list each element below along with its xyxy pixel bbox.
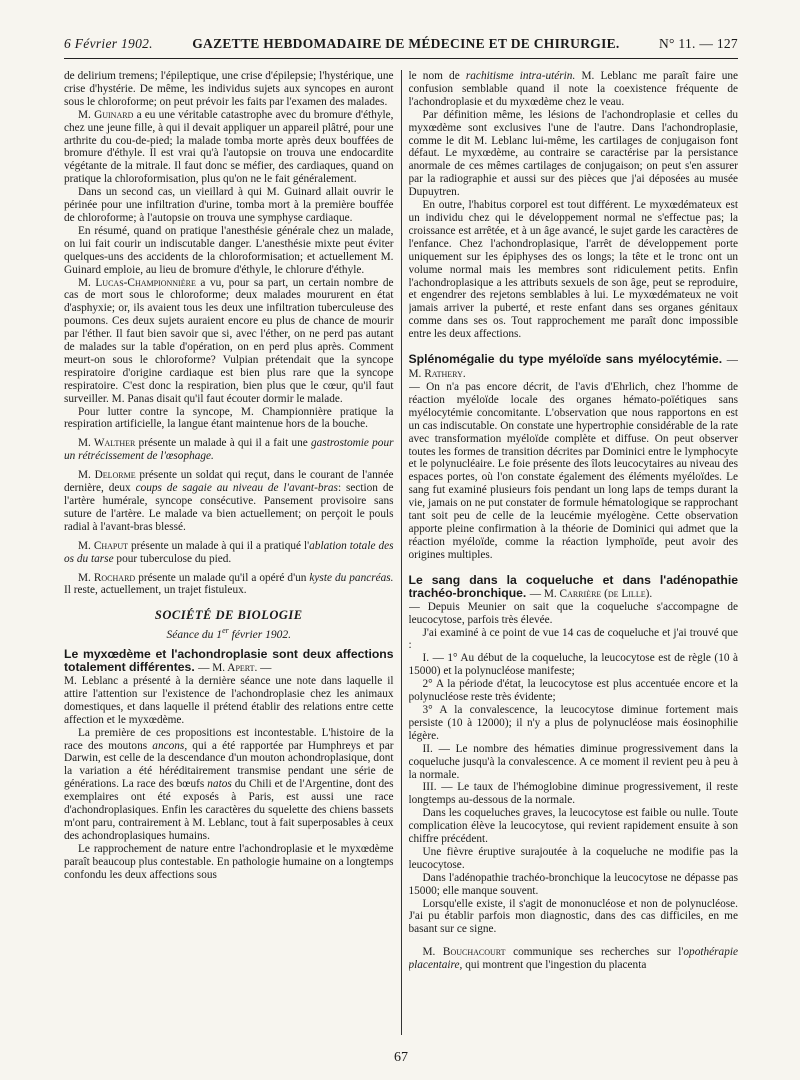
article-title xyxy=(409,353,739,381)
article-title-text: Le myxœdème et l'achondroplasie sont deux affections totalement différentes. xyxy=(64,646,394,674)
paragraph: Lorsqu'elle existe, il s'agit de mononucléose et non de polynucléose. J'ai pu établir parfois mon diagnostic, dans des cas difficiles, en me basant sur ce signe. xyxy=(408,897,738,936)
paragraph-text: présente un soldat qui reçut, dans le courant de l'année dernière, deux xyxy=(64,469,394,495)
italic-text: ancons xyxy=(152,739,185,752)
paragraph: I. — 1° Au début de la coqueluche, la leucocytose est de règle (10 à 15000) et la polynucléose manifeste; xyxy=(408,652,738,678)
session-date-text: Séance du 1 xyxy=(166,629,223,642)
paragraph xyxy=(64,572,394,598)
paragraph xyxy=(409,70,739,109)
paragraph-text: a vu, pour sa part, un certain nombre de cas de mort sous le chloroforme; deux malades moururent en état d'asphyxie; or, ils avaient tous les deux une infiltration tuberculeuse des poumons. Ces deux sujets auraient encore eu plus de chance de mourir par l'éther. Il faut bien savoir que si, avec l'éther, on ne perd pas autant de malades sur la table d'opération, on en perd plus après. Comment meurt-on sous le chloroforme? Vulpian prétendait que la syncope respiratoire d'origine cardiaque est bien plus rare que la syncope respiratoire. C'est donc la respiration, bien plus que le cœur, qu'il faut surveiller. M. Panas disait qu'il faut écouter dormir le malade. xyxy=(64,276,394,405)
paragraph: 3° A la convalescence, la leucocytose diminue fortement mais persiste (10 à 12000); il n'y a plus de polynucléose mais éosinophilie légère. xyxy=(408,703,738,742)
paragraph-text: , qui a été rapportée par Humphreys et par Darwin, est celle de la descendance d'un mouton achondroplasique, dont la variation a été héréditairement transmise pendant une série de générations. La race des bœufs xyxy=(64,739,394,791)
italic-text: opothérapie placentaire, xyxy=(408,946,738,972)
paragraph-text: qui montrent que l'ingestion du placenta xyxy=(465,959,647,972)
paragraph: Pour lutter contre la syncope, M. Championnière pratique la respiration artificielle, la langue étant maintenue hors de la bouche. xyxy=(64,405,394,431)
paragraph xyxy=(409,946,739,972)
paragraph: — Depuis Meunier on sait que la coqueluche s'accompagne de leucocytose, parfois très élevée. xyxy=(408,600,738,626)
paragraph: M. Leblanc a présenté à la dernière séance une note dans laquelle il attire l'attention sur l'existence de l'achondroplasie chez les animaux domestiques, et dans laquelle il prétend établir des relations entre cette affection et le myxœdème. xyxy=(64,674,394,726)
paragraph-text: a eu une véritable catastrophe avec du bromure d'éthyle, chez une jeune fille, à qui il devait appliquer un appareil plâtré, pour une arthrite du cou-de-pied; la malade tomba morte après deux bouffées de bromure d'éthyle. Il est vrai qu'à l'autopsie on trouva une endocardite végétante de la mitrale. Il faut donc se méfier, des cardiaques, quand on pratique la chloroformisation, plus qu'on ne le fait généralement. xyxy=(64,108,394,186)
paragraph xyxy=(64,540,394,566)
paragraph-text: : section de l'artère humérale, syncope consécutive. Pansement provisoire sans suture de l'artère. Le malade va bien actuellement; on perçoit le pouls radial à l'avant-bras blessé. xyxy=(64,482,394,533)
italic-text: natos xyxy=(207,778,232,791)
right-column xyxy=(409,70,739,1035)
two-column-body xyxy=(64,70,738,1035)
session-date xyxy=(64,625,394,642)
paragraph-text: le nom de xyxy=(408,70,460,82)
article-title-text: Le sang dans la coqueluche et dans l'adénopathie trachéo-bronchique. xyxy=(408,572,738,600)
paragraph: Par définition même, les lésions de l'achondroplasie et celles du myxœdème sont exclusives l'une de l'autre. Dans l'achondroplasie, comme le dit M. Leblanc lui-même, les cartilages de conjugaison font défaut. Le myxœdème, au contraire se caractérise par la persistance anormale de ces mêmes cartilages de conjugaison; on peut s'en assurer par la radiographie et aussi sur des pièces que j'ai déposées au musée Dupuytren. xyxy=(408,108,738,199)
paragraph xyxy=(64,109,394,186)
journal-title: GAZETTE HEBDOMADAIRE DE MÉDECINE ET DE CHIRURGIE. xyxy=(192,36,620,51)
paragraph: 2° A la période d'état, la leucocytose est plus accentuée encore et la polynucléose reste très évidente; xyxy=(408,678,738,704)
article-author: — M. Carrière (de Lille). xyxy=(529,587,653,600)
paragraph-text: communique ses recherches sur l' xyxy=(513,946,684,959)
page-number: 67 xyxy=(394,1050,408,1065)
left-column xyxy=(64,70,394,1035)
paragraph-text: Il reste, actuellement, un trajet fistuleux. xyxy=(64,584,247,597)
italic-text: rachitisme intra-utérin. xyxy=(465,70,576,82)
paragraph xyxy=(64,437,394,463)
journal-page xyxy=(64,36,738,1066)
article-title xyxy=(64,648,394,675)
paragraph: Dans les coqueluches graves, la leucocytose est faible ou nulle. Toute complication élève la leucocytose, qui revient rapidement ensuite à son chiffre précédent. xyxy=(408,807,738,846)
paragraph-text: présente un malade qu'il a opéré d'un xyxy=(138,571,307,584)
paragraph-text: présente un malade à qui il a pratiqué l' xyxy=(131,539,310,552)
session-date-text: février 1902. xyxy=(228,629,292,642)
italic-text: coups de sagaie au niveau de l'avant-bras xyxy=(135,482,338,495)
paragraph: Dans l'adénopathie trachéo-bronchique la leucocytose ne dépasse pas 15000; elle manque souvent. xyxy=(408,871,738,897)
italic-text: ablation totale des os du tarse xyxy=(64,539,394,565)
paragraph: En outre, l'habitus corporel est tout différent. Le myxœdémateux est un individu chez qui le développement normal ne s'effectue pas; la croissance est arrêtée, et à un âge avancé, le sujet garde les caractères de l'enfance. Chez l'achondroplasique, l'arrêt de développement porte uniquement sur les épiphyses des os longs; la tête et le tronc ont un volume normal mais les membres sont ridiculement petits. Enfin l'achondroplasique a les attributs sexuels de son âge, peut se reproduire, et engendrer des rejetons semblables à lui. Le myxœdémateux ne voit jamais arriver la puberté, et reste enfant dans ses organes génitaux comme dans ses os. Tout rapprochement me paraît donc impossible entre les deux affections. xyxy=(408,199,738,341)
paragraph: Dans un second cas, un vieillard à qui M. Guinard allait ouvrir le périnée pour une infiltration d'urine, tomba mort à la première bouffée de chloroforme; à l'autopsie on trouva une symphyse cardiaque. xyxy=(64,186,394,224)
paragraph: II. — Le nombre des hématies diminue progressivement dans la coqueluche jusqu'à la convalescence. A ce moment il revient peu à peu à la normale. xyxy=(408,742,738,781)
speaker-name: M. Delorme xyxy=(78,469,136,482)
paragraph: J'ai examiné à ce point de vue 14 cas de coqueluche et j'ai trouvé que : xyxy=(408,626,738,652)
paragraph xyxy=(64,277,394,406)
paragraph: — On n'a pas encore décrit, de l'avis d'Ehrlich, chez l'homme de réaction myéloïde locale des organes hémato-poïétiques sans myélocytémie concomitante. L'observation que nous rapportons en est un cas indiscutable. On constate une hypertrophie considérable de la rate avec transformation myéloïde complète et diffuse. On peut observer toutes les formes de transition décrites par Dominici entre le lymphocyte et le polynucléaire. Le foie présente des îlots leucocytaires au niveau des espaces portes, où l'on constate également des éléments myéloïdes. Le sang fut examiné plusieurs fois pendant un long laps de temps durant la vie, jamais on ne put constater de formule hématologique se rapprochant tant soit peu de celle de la leucémie myélogène. Cette observation apporte pleine confirmation à la théorie de Dominici qui admet que la réaction myéloïde, comme la réaction lymphoïde, peut avoir des origines multiples. xyxy=(408,381,738,561)
speaker-name: M. Chaput xyxy=(78,539,129,552)
article-author: — M. Rathery. xyxy=(408,354,738,381)
speaker-name: M. Guinard xyxy=(78,108,134,121)
session-date-sup: er xyxy=(222,626,229,636)
paragraph: III. — Le taux de l'hémoglobine diminue progressivement, il reste longtemps au-dessous de la normale. xyxy=(408,781,738,807)
paragraph: En résumé, quand on pratique l'anesthésie générale chez un malade, on lui fait courir un indiscutable danger. L'anesthésie mixte peut éviter quelques-uns des accidents de la chloroformisation; et actuellement M. Guinard emploie, au lieu de bromure d'éthyle, le chlorure d'éthyle. xyxy=(64,224,394,276)
article-author: — M. Apert. — xyxy=(198,661,272,674)
paragraph-text: pour tuberculose du pied. xyxy=(116,552,232,565)
column-rule xyxy=(401,70,402,1035)
speaker-name: M. Bouchacourt xyxy=(422,946,506,959)
article-title xyxy=(409,574,739,601)
speaker-name: M. Walther xyxy=(78,437,136,450)
section-heading: SOCIÉTÉ DE BIOLOGIE xyxy=(154,608,303,623)
italic-text: gastrostomie pour un rétrécissement de l'œsophage. xyxy=(64,437,394,463)
header-date: 6 Février 1902. xyxy=(64,36,153,51)
paragraph-text: La première de ces propositions est incontestable. L'histoire de la race des moutons xyxy=(64,726,394,752)
paragraph: de delirium tremens; l'épileptique, une crise d'épilepsie; l'hystérique, une crise d'hystérie. De même, les individus sujets aux syncopes en auront sous le chloroforme; on peut prévoir les faits par l'examen des malades. xyxy=(64,70,394,108)
paragraph xyxy=(64,727,394,843)
paragraph-text: M. Leblanc me paraît faire une confusion semblable quand il note la coexistence fréquente de l'achondroplasie et du myxœdème chez le veau. xyxy=(408,70,738,108)
speaker-name: M. Rochard xyxy=(78,571,136,584)
paragraph: Le rapprochement de nature entre l'achondroplasie et le myxœdème paraît beaucoup plus contestable. En pathologie humaine on a longtemps confondu les deux affections sous xyxy=(64,842,394,881)
paragraph: Une fièvre éruptive surajoutée à la coqueluche ne modifie pas la leucocytose. xyxy=(408,845,738,871)
speaker-name: M. Lucas-Championnière xyxy=(78,276,196,289)
issue-page-number: N° 11. — 127 xyxy=(658,36,738,51)
paragraph-text: présente un malade à qui il a fait une xyxy=(138,437,308,450)
running-header xyxy=(64,36,738,59)
italic-text: kyste du pancréas. xyxy=(309,571,394,584)
paragraph-text: du Chili et de l'Argentine, dont des exemplaires ont été exposés à Paris, est aussi une race d'achondroplasiques. Enfin les caractères du squelette des chiens bassets m'ont paru, contrairement à M. Leblanc, tout à fait superposables à ceux des achondroplasiques humains. xyxy=(64,778,394,842)
paragraph xyxy=(64,469,394,534)
article-title-text: Splénomégalie du type myéloïde sans myélocytémie. xyxy=(408,352,723,367)
